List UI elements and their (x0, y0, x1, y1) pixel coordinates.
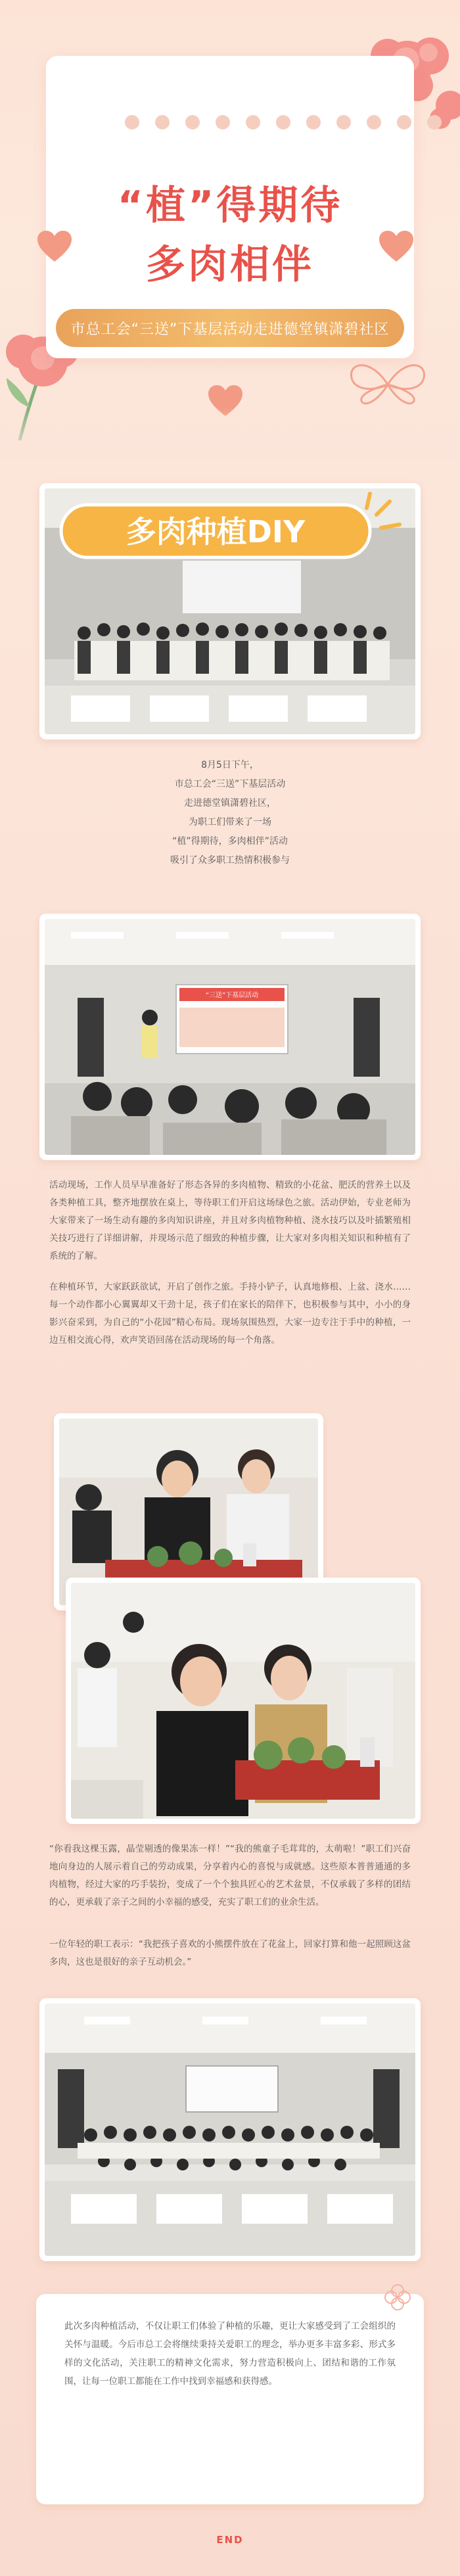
hero-banner (0, 0, 460, 460)
closing-paragraph: 此次多肉种植活动，不仅让职工们体验了种植的乐趣，更让大家感受到了工会组织的关怀与温暖。今后市总工会将继续秉持关爱职工的理念，举办更多丰富多彩、形式多样的文化活动，关注职工的精神文化需求，努力营造积极向上、团结和谐的工作氛围，让每一位职工都能在工作中找到幸福感和获得感。 (64, 2321, 396, 2387)
decorative-dots (125, 115, 442, 129)
intro-line: “植”得期待，多肉相伴”活动 (172, 836, 288, 847)
paragraph-activity: 活动现场，工作人员早早准备好了形态各异的多肉植物、精致的小花盆、肥沃的营养土以及各类种植工具，整齐地摆放在桌上，等待职工们开启这场绿色之旅。活动伊始，专业老师为大家带来了一场生动有趣的多肉知识讲座，并且对多肉植物种植、浇水技巧以及叶插繁殖相关技巧进行了详细讲解，并现场示范了细致的种植步骤，让大家对多肉相关知识和种植有了系统的了解。 (49, 1180, 411, 1261)
intro-text (0, 756, 460, 870)
photo-banner-text: 多肉种植DIY (126, 514, 306, 550)
heart-icon (36, 230, 73, 263)
subtitle-text: 市总工会“三送”下基层活动走进德堂镇潇碧社区 (70, 321, 390, 338)
intro-line: 市总工会“三送”下基层活动 (174, 779, 286, 789)
heart-icon (378, 230, 415, 263)
butterfly-icon (345, 355, 430, 414)
paragraph-quote: 一位年轻的职工表示：“我把孩子喜欢的小熊摆件放在了花盆上，回家打算和他一起照顾这盆多肉，这也是很好的亲子互动机会。” (49, 1939, 411, 1967)
intro-line: 为职工们带来了一场 (189, 817, 271, 828)
planting-closeup-photo (66, 1578, 421, 1824)
screen-text: “三送”下基层活动 (205, 992, 259, 999)
page-title-line1: “植”得期待 (117, 183, 343, 229)
lecture-photo (39, 914, 421, 1160)
page-title-line2: 多肉相伴 (146, 242, 314, 288)
subtitle-banner (56, 309, 404, 347)
end-label: END (216, 2534, 244, 2546)
paragraph-planting: 在种植环节，大家跃跃欲试，开启了创作之旅。手持小铲子，认真地修根、上盆、浇水……每一个动作都小心翼翼却又干劲十足，孩子们在家长的陪伴下，也积极参与其中，小小的身影兴奋采到，为自己的“小花园”精心布局。现场氛围热烈，大家一边专注于手中的种植，一边互相交流心得，欢声笑语回荡在活动现场的每一个角落。 (49, 1282, 411, 1346)
paragraph-sharing: “你看我这棵玉露，晶莹剔透的像果冻一样！”“我的熊童子毛茸茸的，太萌啦！”职工们兴奋地向身边的人展示着自己的劳动成果，分享着内心的喜悦与成就感。这些原本普普通通的多肉植物，经过大家的巧手装扮，变成了一个个独具匠心的艺术盆景，不仅承载了多样的团结的心，更承载了亲子之间的小幸福的感受，充实了职工们的业余生活。 (49, 1844, 411, 1908)
flower-icon (381, 2281, 414, 2314)
final-group-photo (39, 1998, 421, 2261)
intro-line: 走进德堂镇潇碧社区， (184, 798, 276, 808)
group-photo-banner (39, 483, 421, 739)
intro-line: 吸引了众多职工热情积极参与 (170, 855, 290, 866)
intro-line: 8月5日下午， (201, 760, 259, 770)
